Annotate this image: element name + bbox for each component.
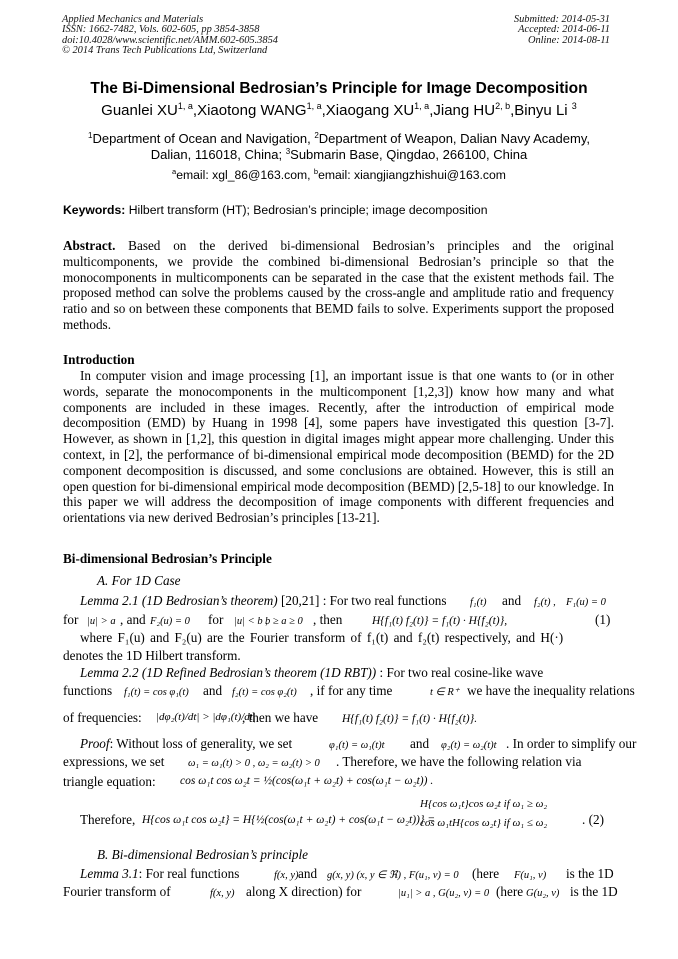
lemma31-along: along X direction) for (246, 884, 362, 899)
math-expr: cos ω₁tH{cos ω₂t} if ω₁ ≤ ω₂ (420, 817, 548, 829)
math-expr: |u| > a (87, 616, 116, 627)
lemma21-cond3 (265, 612, 303, 630)
math-expr: f₁(t) = cos φ₁(t) (124, 687, 189, 698)
author-sup: 1, a (177, 101, 193, 111)
proof-relation: . Therefore, we have the following relation via (336, 754, 582, 769)
lemma31-F (514, 866, 546, 884)
math-expr: b ≥ a ≥ 0 (265, 616, 303, 627)
email-sup: b (313, 167, 319, 176)
email-sup: a (172, 167, 177, 176)
proof-triangle-eq (180, 772, 433, 789)
lemma31-1d: is the 1D (566, 866, 614, 881)
doi-line: doi:10.4028/www.scientific.net/AMM.602-605.3854 (62, 34, 278, 46)
lemma31-cond (398, 884, 489, 902)
author-sup: 3 (571, 101, 577, 111)
math-expr: F₂(u) = 0 (150, 616, 190, 627)
affiliation-text: Department of Weapon, Dalian Navy Academy, Dalian, 116018, China; (150, 131, 590, 162)
math-expr: |u₁| > a , G(u₂, v) = 0 (398, 888, 490, 899)
math-expr: f(x, y) (210, 888, 235, 899)
issn-line: ISSN: 1662-7482, Vols. 602-605, pp 3854-3858 (62, 24, 260, 36)
equation-2 (142, 811, 435, 828)
equation-number: (1) (595, 612, 611, 627)
lemma-label: Lemma 2.1 (1D Bedrosian’s theorem) (80, 593, 278, 608)
math-expr: φ₂(t) = ω₂(t)t (441, 740, 497, 751)
intro-paragraph: In computer vision and image processing [1], an important issue is that one wants to (or in other words, separate the monocomponents in the multicomponent [1,2,3]) know how many and what components are included in these images. Recently, after the introduction of empirical mode decomposition (EMD) by Huang in 1998 [4], some papers have investigated this question [3-7]. However, as shown in [1,2], this question in digital images might appear more challenging. Under this context, in [2], the performance of bi-dimensional empirical mode decomposition (BEMD) for the 2D component decomposition is discussed, and some conclusions are obtained. However, this is still an open question for bi-dimensional empirical mode decomposition (BEMD) [2,5-18] to our knowledge. In this paper we will address the decomposition of image components with different frequencies and orientations via new derived Bedrosian’s principles [13-21]. (63, 368, 614, 526)
lemma31-here2: (here (496, 884, 524, 899)
lemma21-cond1 (87, 612, 116, 630)
lemma31-f (274, 866, 298, 884)
math-expr: t ∈ R⁺ (430, 687, 460, 698)
equation-2-case2 (420, 815, 547, 831)
lemma21-line3: where F₁(u) and F₂(u) are the Fourier transform of f₁(t) and f₂(t) respectively, and H(·) (80, 630, 564, 645)
lemma21-cond2 (234, 612, 268, 630)
math-expr: ω₁ = ω₁(t) > 0 , ω₂ = ω₂(t) > 0 (188, 758, 320, 769)
proof-and: and (410, 736, 430, 751)
affil-sup: 2 (314, 131, 319, 140)
author-list: Guanlei XU$^{1, a}$,Xiaotong WANG$^{1, a}$,Xiaogang XU$^{1, a}$,Jiang HU$^{2, b}$,Binyu Li $^3$ (101, 101, 577, 119)
abstract-text: Based on the derived bi-dimensional Bedrosian’s principles and the original multicomponents, we provide the combined bi-dimensional Bedrosian’s principle so that the monocomponents in multicomponents can be separated in the case that the existent methods fail. The proposed method can solve the problems caused by the cross-angle and amplitude ratio and frequency ratio and so on between these components that BEMD fails to solve. Experiments support the proposed methods. (63, 238, 614, 332)
author-emails (0, 168, 678, 182)
math-expr: H{f₁(t) f₂(t)} = f₁(t) · H{f₂(t)}. (342, 713, 478, 725)
journal-name: Applied Mechanics and Materials (62, 14, 204, 25)
math-expr: |u| < b , (234, 616, 268, 627)
email-text: email: xiangjiangzhishui@163.com (318, 168, 506, 182)
copyright-line: © 2014 Trans Tech Publications Ltd, Switzerland (62, 44, 268, 56)
lemma22-t (430, 683, 459, 701)
abstract (63, 238, 614, 333)
lemma21-line4: denotes the 1D Hilbert transform. (63, 648, 241, 663)
lemma-label: Lemma 3.1 (80, 866, 139, 881)
math-expr: |dφ₂(t)/dt| > |dφ₁(t)/dt| (156, 711, 256, 723)
affil-sup: 1 (88, 131, 93, 140)
lemma22-and: and (203, 683, 223, 698)
math-expr: f₂(t) = cos φ₂(t) (232, 687, 297, 698)
math-expr: H{cos ω₁t}cos ω₂t if ω₁ ≥ ω₂ (420, 798, 548, 810)
lemma22-if: , if for any time (310, 683, 393, 698)
affiliation-text: Submarin Base, Qingdao, 266100, China (290, 147, 528, 162)
lemma22-f2 (232, 683, 297, 701)
lemma21-line1 (80, 593, 447, 609)
proof-line1 (80, 736, 292, 752)
author-name: Xiaotong WANG (197, 102, 307, 119)
lemma22-f1 (124, 683, 189, 701)
lemma31-and: and (298, 866, 318, 881)
subsection-b-heading: B. Bi-dimensional Bedrosian’s principle (97, 847, 308, 862)
lemma31-1d-2: is the 1D (570, 884, 618, 899)
lemma31-line1 (80, 866, 239, 882)
lemma22-relations: we have the inequality relations (467, 683, 635, 698)
proof-w (188, 754, 320, 772)
lemma21-f1 (470, 593, 486, 611)
lemma31-fourier: Fourier transform of (63, 884, 171, 899)
math-expr: F₁(u) = 0 (566, 597, 606, 608)
email-text: email: xgl_86@163.com, (176, 168, 314, 182)
keywords-label: Keywords: (63, 203, 126, 217)
proof-p2 (441, 736, 497, 754)
author-name: Xiaogang XU (325, 102, 415, 119)
lemma21-for: for (63, 612, 79, 627)
dates-header (514, 15, 610, 46)
math-expr: f₂(t) , (534, 597, 556, 608)
lemma31-f2 (210, 884, 234, 902)
abstract-label: Abstract. (63, 238, 116, 253)
lemma21-F (566, 593, 606, 611)
lemma22-inequality (156, 708, 256, 725)
lemma21-f2 (534, 593, 556, 611)
math-expr: f(x, y) (274, 870, 299, 881)
lemma-text: : For two real cosine-like wave (376, 665, 544, 680)
proof-label: Proof (80, 736, 110, 751)
lemma22-line1 (80, 665, 543, 681)
math-expr: G(u₂, v) (526, 888, 560, 899)
online-date: Online: 2014-08-11 (527, 34, 610, 46)
lemma-text: [20,21] : For two real functions (277, 593, 447, 608)
lemma21-and2: , and (120, 612, 146, 627)
accepted-date: Accepted: 2014-06-11 (518, 24, 610, 36)
lemma21-for2: for (208, 612, 224, 627)
author-sup: 2, b (495, 101, 511, 111)
proof-triangle: triangle equation: (63, 774, 156, 789)
affiliations (70, 131, 608, 163)
author-name: Guanlei XU (101, 102, 178, 119)
section-heading: Bi-dimensional Bedrosian’s Principle (63, 551, 272, 566)
math-expr: cos ω₁t cos ω₂t = ½(cos(ω₁t + ω₂t) + cos(ω₁t − ω₂t)) . (180, 775, 434, 787)
proof-simplify: . In order to simplify our (506, 736, 637, 751)
subsection-a-heading: A. For 1D Case (97, 573, 181, 588)
lemma22-functions: functions (63, 683, 113, 698)
lemma22-frequencies: of frequencies: (63, 710, 142, 725)
proof-text: : Without loss of generality, we set (109, 736, 293, 751)
math-expr: g(x, y) (x, y ∈ ℜ) , F(u₁, v) = 0 (327, 870, 459, 881)
lemma-label: Lemma 2.2 (1D Refined Bedrosian’s theorem (1D RBT)) (80, 665, 377, 680)
equation-number: . (2) (582, 812, 604, 827)
author-name: Jiang HU (433, 102, 496, 119)
author-sup: 1, a (306, 101, 322, 111)
lemma22-eq (342, 710, 477, 727)
math-expr: f₁(t) (470, 597, 487, 608)
proof-expressions: expressions, we set (63, 754, 165, 769)
paper-title: The Bi-Dimensional Bedrosian’s Principle for Image Decomposition (90, 80, 588, 97)
affil-sup: 3 (285, 147, 291, 156)
proof-therefore: Therefore, (80, 812, 136, 827)
lemma22-then: , then we have (242, 710, 319, 725)
author-sup: 1, a (414, 101, 430, 111)
affiliation-text: Department of Ocean and Navigation, (92, 131, 315, 146)
math-expr: H{cos ω₁t cos ω₂t} = H{½(cos(ω₁t + ω₂t) + cos(ω₁t − ω₂t))} = (142, 814, 436, 826)
submitted-date: Submitted: 2014-05-31 (513, 14, 610, 25)
author-name: Binyu Li (514, 102, 568, 119)
keywords-text: Hilbert transform (HT); Bedrosian’s principle; image decomposition (125, 203, 488, 217)
lemma21-F2 (150, 612, 190, 630)
lemma31-g (327, 866, 459, 884)
intro-heading: Introduction (63, 352, 135, 367)
lemma21-and: and (502, 593, 522, 608)
lemma31-G (526, 884, 559, 902)
proof-p1 (329, 736, 385, 754)
equation-1 (372, 612, 507, 629)
lemma21-then: , then (313, 612, 343, 627)
lemma-text: : For real functions (138, 866, 240, 881)
keywords (63, 203, 618, 217)
math-expr: F(u₁, v) (514, 870, 547, 881)
lemma31-here: (here (472, 866, 500, 881)
journal-header (62, 15, 278, 56)
equation-2-case1 (420, 796, 547, 812)
math-expr: φ₁(t) = ω₁(t)t (329, 740, 385, 751)
math-expr: H{f₁(t) f₂(t)} = f₁(t) · H{f₂(t)}, (372, 615, 508, 627)
